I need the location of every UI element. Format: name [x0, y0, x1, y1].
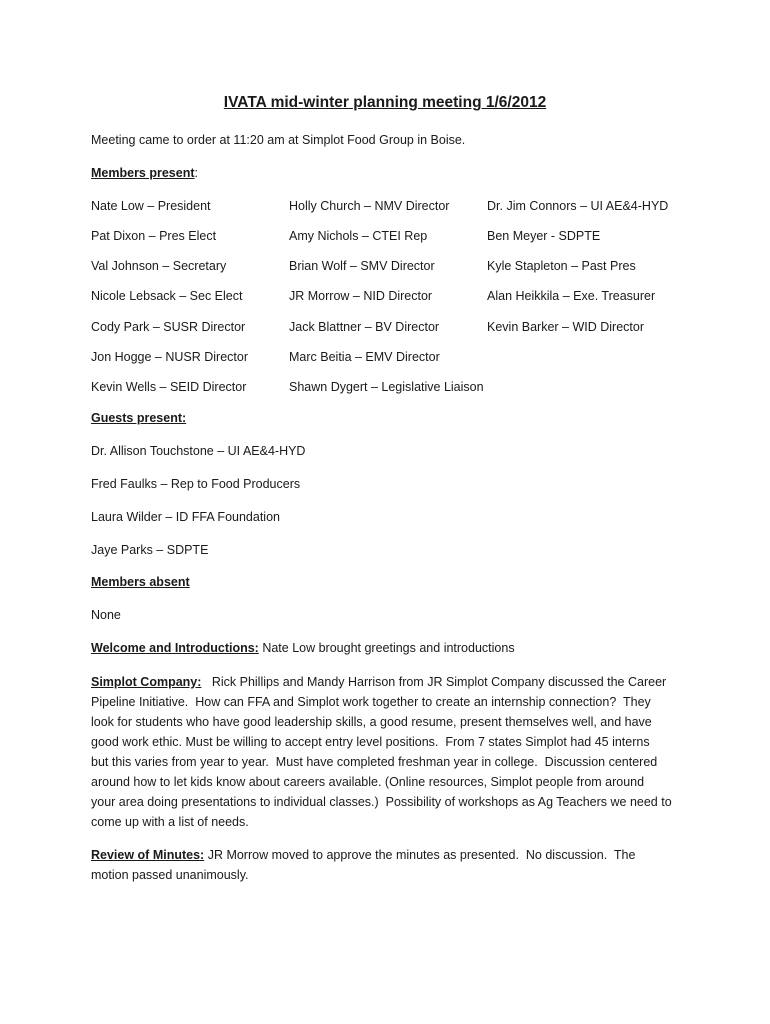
simplot-heading: Simplot Company:	[91, 675, 202, 689]
simplot-line: good work ethic. Must be willing to accept entry level positions. From 7 states Simplot had 45 interns	[91, 735, 650, 749]
welcome-paragraph	[91, 641, 515, 655]
member-entry: Brian Wolf – SMV Director	[289, 259, 435, 273]
member-entry: Amy Nichols – CTEI Rep	[289, 229, 428, 243]
document-title: IVATA mid-winter planning meeting 1/6/2012	[223, 94, 547, 111]
welcome-heading: Welcome and Introductions:	[91, 641, 259, 655]
member-entry: Ben Meyer - SDPTE	[487, 229, 601, 243]
member-entry: Marc Beitia – EMV Director	[289, 350, 440, 364]
member-entry: Kevin Barker – WID Director	[487, 320, 644, 334]
welcome-text: Nate Low brought greetings and introductions	[258, 641, 515, 655]
simplot-line: but this varies from year to year. Must have completed freshman year in college. Discussion centered	[91, 755, 658, 769]
simplot-text: Rick Phillips and Mandy Harrison from JR Simplot Company discussed the Career	[201, 675, 667, 689]
guest-entry: Jaye Parks – SDPTE	[91, 543, 209, 557]
member-entry: Nate Low – President	[91, 199, 211, 213]
member-entry: Kyle Stapleton – Past Pres	[487, 259, 636, 273]
minutes-line	[91, 845, 691, 865]
minutes-heading: Review of Minutes:	[91, 848, 205, 862]
simplot-line: your area doing presentations to individual classes.) Possibility of workshops as Ag Teachers we need to	[91, 795, 672, 809]
member-entry: Cody Park – SUSR Director	[91, 320, 246, 334]
member-entry: Holly Church – NMV Director	[289, 199, 450, 213]
absent-entry: None	[91, 608, 121, 622]
guests-present-heading: Guests present:	[91, 411, 187, 425]
guest-entry: Fred Faulks – Rep to Food Producers	[91, 477, 301, 491]
members-absent-heading: Members absent	[91, 575, 190, 589]
minutes-paragraph	[91, 845, 691, 885]
simplot-line: come up with a list of needs.	[91, 815, 249, 829]
members-present-heading: Members present	[91, 166, 195, 180]
member-entry: Val Johnson – Secretary	[91, 259, 227, 273]
minutes-text: JR Morrow moved to approve the minutes as presented. No discussion. The	[204, 848, 636, 862]
member-entry: Jack Blattner – BV Director	[289, 320, 440, 334]
simplot-line: Pipeline Initiative. How can FFA and Simplot work together to create an internship connection? They	[91, 695, 651, 709]
intro-text: Meeting came to order at 11:20 am at Simplot Food Group in Boise.	[91, 133, 466, 147]
member-entry: Alan Heikkila – Exe. Treasurer	[487, 289, 656, 303]
simplot-line	[91, 672, 691, 692]
members-present-heading-line	[91, 166, 198, 180]
guest-entry: Laura Wilder – ID FFA Foundation	[91, 510, 280, 524]
members-present-colon: :	[194, 166, 198, 180]
member-entry: Shawn Dygert – Legislative Liaison	[289, 380, 484, 394]
guest-entry: Dr. Allison Touchstone – UI AE&4-HYD	[91, 444, 306, 458]
simplot-line: around how to let kids know about careers available. (Online resources, Simplot people from around	[91, 775, 645, 789]
member-entry: Pat Dixon – Pres Elect	[91, 229, 217, 243]
member-entry: Jon Hogge – NUSR Director	[91, 350, 249, 364]
member-entry: Dr. Jim Connors – UI AE&4-HYD	[487, 199, 669, 213]
member-entry: Kevin Wells – SEID Director	[91, 380, 247, 394]
simplot-line: look for students who have good leadership skills, a good resume, present themselves well, and have	[91, 715, 652, 729]
member-entry: JR Morrow – NID Director	[289, 289, 433, 303]
simplot-paragraph	[91, 672, 691, 832]
minutes-line: motion passed unanimously.	[91, 868, 249, 882]
member-entry: Nicole Lebsack – Sec Elect	[91, 289, 243, 303]
